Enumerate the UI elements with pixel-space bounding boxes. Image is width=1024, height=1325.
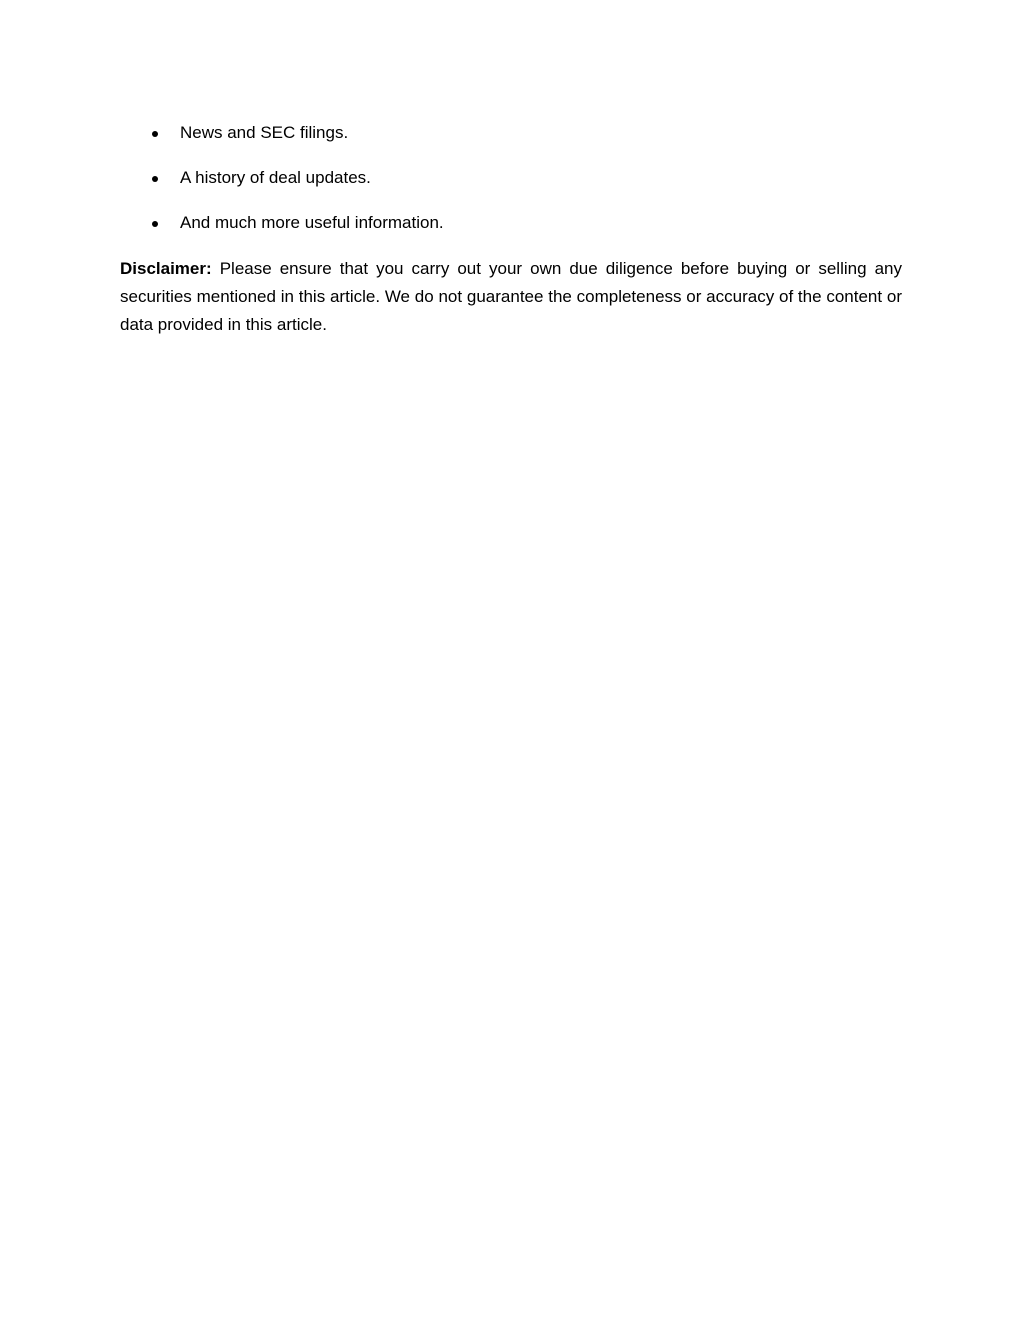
bullet-dot-icon	[152, 176, 158, 182]
bullet-dot-icon	[152, 221, 158, 227]
bullet-dot-icon	[152, 131, 158, 137]
bullet-text: News and SEC filings.	[180, 123, 349, 142]
disclaimer-text: Please ensure that you carry out your own due diligence before buying or selling any securities mentioned in this article. We do not guarantee the completeness or accuracy of the content or data provided in this article.	[120, 259, 902, 334]
disclaimer-paragraph	[120, 255, 902, 339]
disclaimer-label: Disclaimer:	[120, 259, 212, 278]
bullet-text: And much more useful information.	[180, 213, 444, 232]
bullet-text: A history of deal updates.	[180, 168, 371, 187]
